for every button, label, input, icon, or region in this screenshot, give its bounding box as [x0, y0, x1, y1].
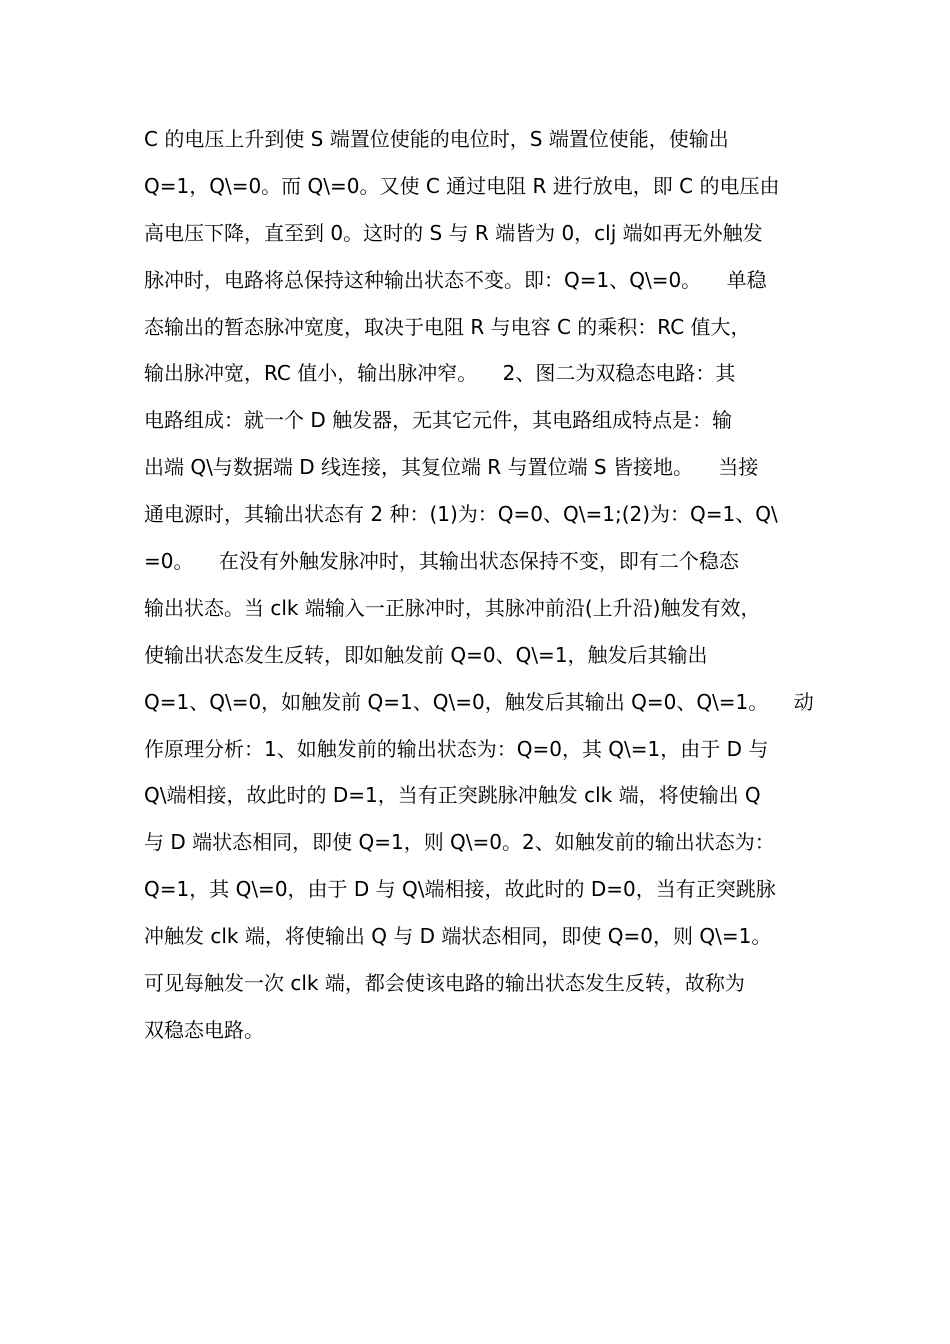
text-line: 出端 Q\与数据端 D 线连接，其复位端 R 与置位端 S 皆接地。 当接	[144, 455, 759, 480]
text-line: 输出脉冲宽，RC 值小，输出脉冲窄。 2、图二为双稳态电路：其	[144, 361, 736, 386]
text-line: Q=1、Q\=0，如触发前 Q=1、Q\=0，触发后其输出 Q=0、Q\=1。 动	[144, 689, 814, 714]
body-text	[144, 116, 824, 1054]
text-line: 通电源时，其输出状态有 2 种：(1)为：Q=0、Q\=1;(2)为：Q=1、Q\	[144, 502, 778, 527]
text-line: 电路组成：就一个 D 触发器，无其它元件，其电路组成特点是：输	[144, 408, 733, 433]
text-line: 冲触发 clk 端，将使输出 Q 与 D 端状态相同，即使 Q=0，则 Q\=1。	[144, 924, 772, 949]
text-line: C 的电压上升到使 S 端置位使能的电位时，S 端置位使能，使输出	[144, 127, 729, 151]
text-line: 使输出状态发生反转，即如触发前 Q=0、Q\=1，触发后其输出	[144, 642, 708, 667]
text-line: 可见每触发一次 clk 端，都会使该电路的输出状态发生反转，故称为	[144, 971, 745, 996]
text-line: 作原理分析：1、如触发前的输出状态为：Q=0，其 Q\=1，由于 D 与	[144, 736, 769, 761]
text-line: 与 D 端状态相同，即使 Q=1，则 Q\=0。2、如触发前的输出状态为：	[144, 830, 775, 855]
text-line: Q=1，Q\=0。而 Q\=0。又使 C 通过电阻 R 进行放电，即 C 的电压由	[144, 173, 780, 198]
text-line: 脉冲时，电路将总保持这种输出状态不变。即：Q=1、Q\=0。 单稳	[144, 267, 767, 292]
text-line: 输出状态。当 clk 端输入一正脉冲时，其脉冲前沿(上升沿)触发有效，	[144, 595, 761, 620]
text-line: 高电压下降，直至到 0。这时的 S 与 R 端皆为 0，clj 端如再无外触发	[144, 220, 763, 245]
text-line: Q=1，其 Q\=0，由于 D 与 Q\端相接，故此时的 D=0，当有正突跳脉	[144, 877, 776, 902]
text-line: =0。 在没有外触发脉冲时，其输出状态保持不变，即有二个稳态	[144, 549, 739, 574]
text-line: 态输出的暂态脉冲宽度，取决于电阻 R 与电容 C 的乘积：RC 值大，	[144, 314, 751, 339]
text-line: Q\端相接，故此时的 D=1，当有正突跳脉冲触发 clk 端，将使输出 Q	[144, 783, 761, 808]
text-line: 双稳态电路。	[144, 1017, 264, 1042]
